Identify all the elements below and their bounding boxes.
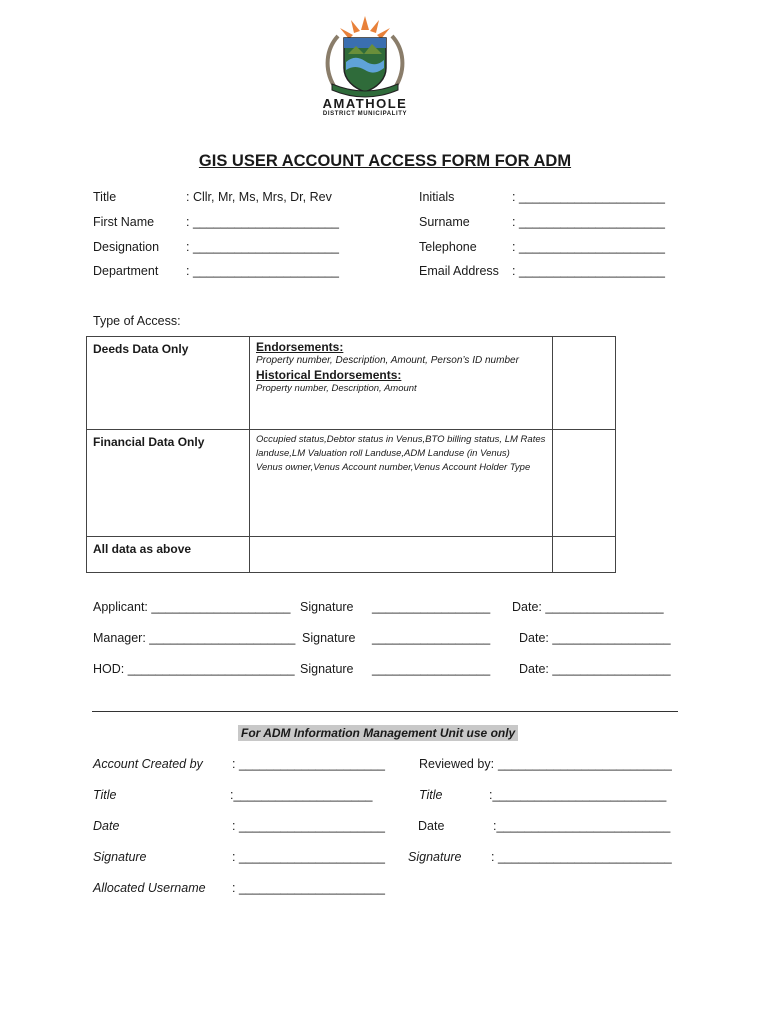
manager-signature-label: Signature — [302, 631, 356, 645]
applicant-signature-field[interactable]: _________________ — [372, 600, 491, 614]
financial-data-text-2: Venus owner,Venus Account number,Venus Account Holder Type — [256, 462, 531, 473]
hod-date-field[interactable]: Date: _________________ — [519, 662, 671, 676]
telephone-field[interactable]: : _____________________ — [512, 240, 665, 254]
access-cell-description — [250, 430, 553, 537]
applicant-field[interactable]: Applicant: ____________________ — [93, 600, 291, 614]
office-title-label: Title — [93, 788, 117, 802]
access-cell-description — [250, 537, 553, 573]
access-cell-label — [87, 337, 250, 430]
table-row — [87, 537, 616, 573]
reviewer-date-field[interactable]: :_________________________ — [493, 819, 671, 833]
hod-signature-label: Signature — [300, 662, 354, 676]
section-divider — [92, 711, 678, 712]
initials-label: Initials — [419, 190, 455, 204]
reviewed-by-label: Reviewed by: — [419, 757, 495, 771]
reviewer-title-label: Title — [419, 788, 443, 802]
form-title: GIS USER ACCOUNT ACCESS FORM FOR ADM — [198, 152, 572, 170]
reviewer-title-field[interactable]: :_________________________ — [489, 788, 667, 802]
horn-right-icon — [392, 36, 402, 86]
account-created-by-label: Account Created by — [93, 757, 203, 771]
table-row — [87, 337, 616, 430]
email-label: Email Address — [419, 264, 499, 278]
endorsements-heading: Endorsements: — [256, 340, 344, 354]
office-date-field[interactable]: : _____________________ — [232, 819, 385, 833]
manager-field[interactable]: Manager: _____________________ — [93, 631, 296, 645]
title-options[interactable]: : Cllr, Mr, Ms, Mrs, Dr, Rev — [186, 190, 332, 204]
first-name-label: First Name — [93, 215, 155, 229]
hod-field[interactable]: HOD: ________________________ — [93, 662, 295, 676]
manager-date-field[interactable]: Date: _________________ — [519, 631, 671, 645]
department-label: Department — [93, 264, 159, 278]
applicant-date-field[interactable]: Date: _________________ — [512, 600, 664, 614]
office-title-field[interactable]: :____________________ — [230, 788, 373, 802]
access-cell-description — [250, 337, 553, 430]
office-use-heading: For ADM Information Management Unit use only — [238, 725, 518, 741]
reviewer-signature-label: Signature — [408, 850, 462, 864]
department-field[interactable]: : _____________________ — [186, 264, 339, 278]
designation-field[interactable]: : _____________________ — [186, 240, 339, 254]
all-data-checkbox[interactable] — [553, 537, 616, 573]
telephone-label: Telephone — [419, 240, 477, 254]
email-field[interactable]: : _____________________ — [512, 264, 665, 278]
allocated-username-label: Allocated Username — [93, 881, 206, 895]
financial-data-checkbox[interactable] — [553, 430, 616, 537]
office-signature-field[interactable]: : _____________________ — [232, 850, 385, 864]
historical-endorsements-text: Property number, Description, Amount — [256, 383, 417, 394]
access-type-heading: Type of Access: — [93, 314, 181, 328]
access-cell-label — [87, 537, 250, 573]
financial-data-label: Financial Data Only — [93, 435, 205, 449]
manager-signature-field[interactable]: _________________ — [372, 631, 491, 645]
designation-label: Designation — [93, 240, 160, 254]
surname-label: Surname — [419, 215, 470, 229]
deeds-data-checkbox[interactable] — [553, 337, 616, 430]
financial-data-text-1: Occupied status,Debtor status in Venus,BTO billing status, LM Rates landuse,LM Valuation roll Landuse,ADM Landuse (in Venus) — [256, 434, 546, 459]
endorsements-text: Property number, Description, Amount, Person’s ID number — [256, 355, 519, 366]
logo-wordmark: AMATHOLE — [322, 96, 408, 111]
reviewed-by-field[interactable]: _________________________ — [498, 757, 672, 771]
sun-rays-icon — [340, 16, 390, 39]
deeds-data-label: Deeds Data Only — [93, 342, 189, 356]
access-table — [86, 336, 616, 573]
surname-field[interactable]: : _____________________ — [512, 215, 665, 229]
reviewer-date-label: Date — [418, 819, 445, 833]
title-label: Title — [93, 190, 117, 204]
first-name-field[interactable]: : _____________________ — [186, 215, 339, 229]
all-data-label: All data as above — [93, 542, 192, 556]
historical-endorsements-heading: Historical Endorsements: — [256, 368, 402, 382]
table-row — [87, 430, 616, 537]
horn-left-icon — [328, 36, 338, 86]
access-cell-label — [87, 430, 250, 537]
reviewer-signature-field[interactable]: : _________________________ — [491, 850, 672, 864]
office-date-label: Date — [93, 819, 120, 833]
account-created-by-field[interactable]: : _____________________ — [232, 757, 385, 771]
hod-signature-field[interactable]: _________________ — [372, 662, 491, 676]
logo-subtitle: DISTRICT MUNICIPALITY — [322, 111, 408, 117]
initials-field[interactable]: : _____________________ — [512, 190, 665, 204]
applicant-signature-label: Signature — [300, 600, 354, 614]
office-signature-label: Signature — [93, 850, 147, 864]
allocated-username-field[interactable]: : _____________________ — [232, 881, 385, 895]
